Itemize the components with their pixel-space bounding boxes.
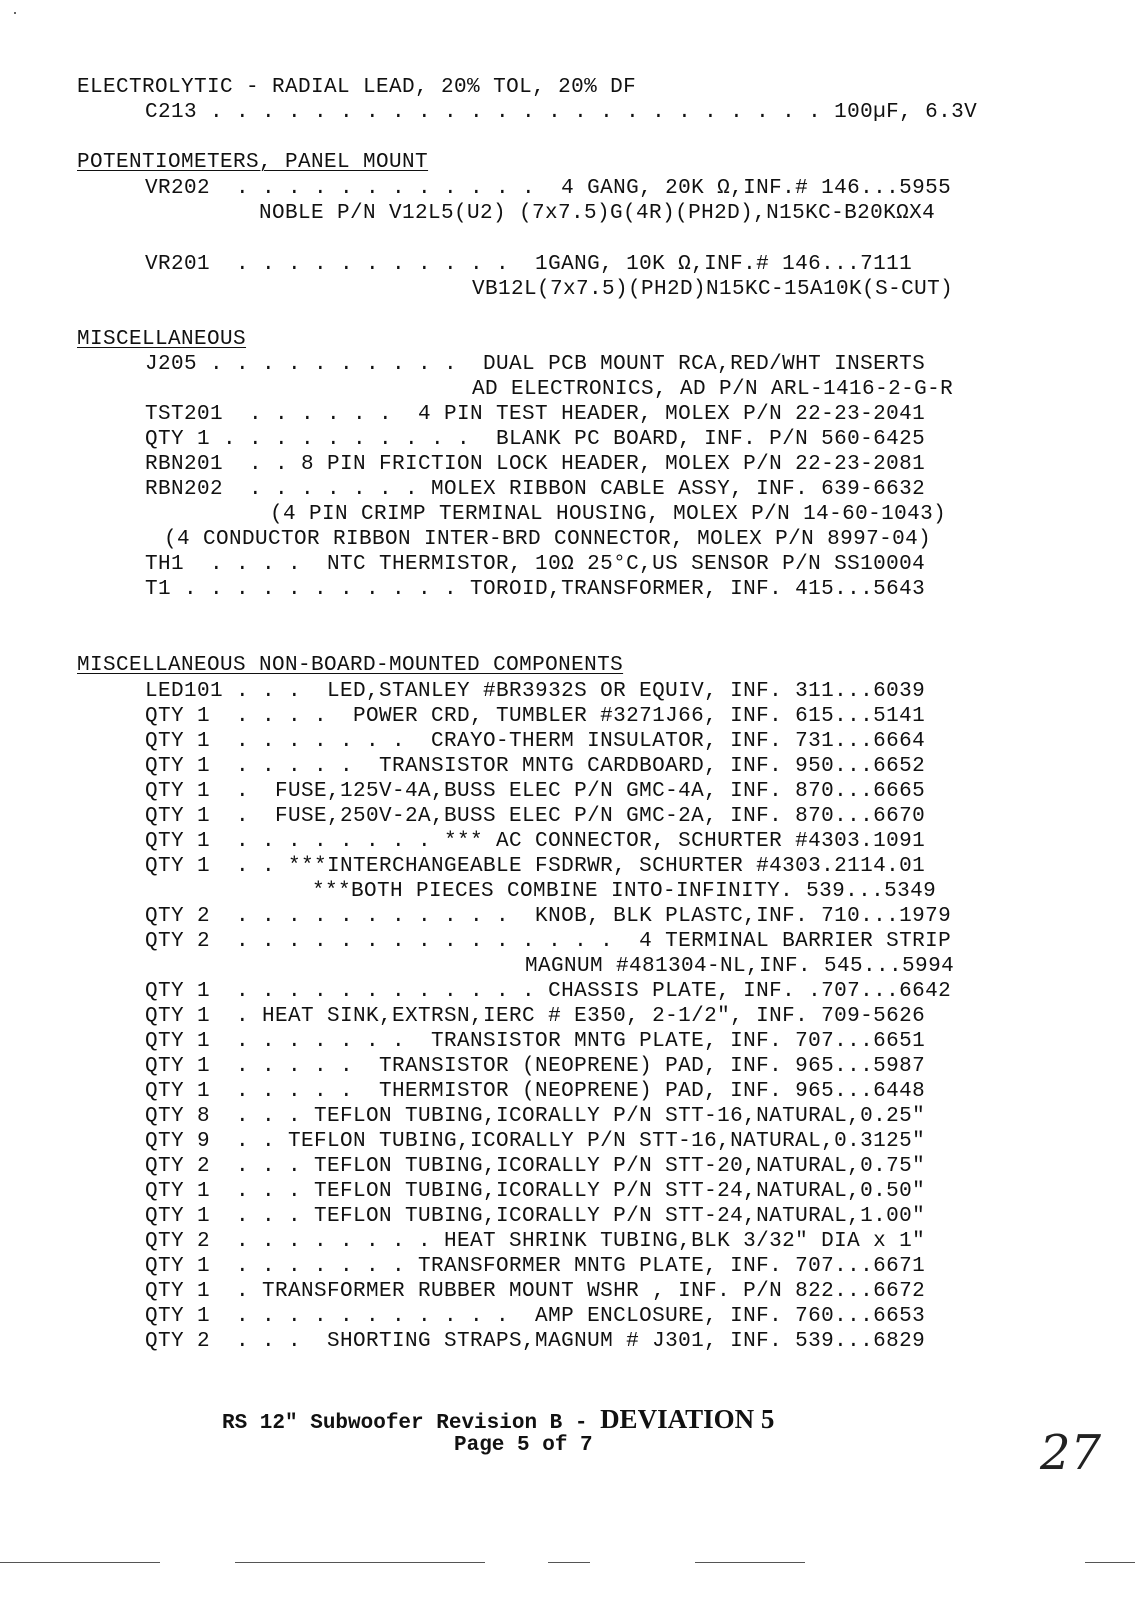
- parts-list-line: QTY 1 . . . . . . . . . . BLANK PC BOARD, INF. P/N 560-6425: [145, 428, 926, 451]
- scan-edge-line: [695, 1562, 805, 1563]
- deviation-label: DEVIATION 5: [600, 1404, 775, 1434]
- section-heading: POTENTIOMETERS, PANEL MOUNT: [77, 151, 429, 174]
- parts-list-line: QTY 1 . . . . . . . . . . . AMP ENCLOSURE, INF. 760...6653: [145, 1305, 926, 1328]
- parts-list-line: VR202 . . . . . . . . . . . . 4 GANG, 20K Ω,INF.# 146...5955: [145, 177, 952, 200]
- parts-list-line: (4 PIN CRIMP TERMINAL HOUSING, MOLEX P/N 14-60-1043): [270, 503, 947, 526]
- section-heading: MISCELLANEOUS: [77, 328, 247, 351]
- parts-list-line: NOBLE P/N V12L5(U2) (7x7.5)G(4R)(PH2D),N15KC-B20KΩX4: [259, 202, 936, 225]
- parts-list-line: QTY 1 . FUSE,125V-4A,BUSS ELEC P/N GMC-4A, INF. 870...6665: [145, 780, 926, 803]
- parts-list-line: QTY 1 . . ***INTERCHANGEABLE FSDRWR, SCHURTER #4303.2114.01: [145, 855, 926, 878]
- scan-edge-line: [0, 1562, 160, 1563]
- scan-edge-line: [1085, 1562, 1135, 1563]
- parts-list-line: QTY 1 . HEAT SINK,EXTRSN,IERC # E350, 2-1/2", INF. 709-5626: [145, 1005, 926, 1028]
- parts-list-line: MAGNUM #481304-NL,INF. 545...5994: [525, 955, 955, 978]
- parts-list-line: QTY 1 . . . . . TRANSISTOR MNTG CARDBOARD, INF. 950...6652: [145, 755, 926, 778]
- parts-list-line: (4 CONDUCTOR RIBBON INTER-BRD CONNECTOR, MOLEX P/N 8997-04): [164, 528, 932, 551]
- parts-list-line: QTY 2 . . . . . . . . . . . . . . . 4 TERMINAL BARRIER STRIP: [145, 930, 952, 953]
- parts-list-line: QTY 1 . TRANSFORMER RUBBER MOUNT WSHR , INF. P/N 822...6672: [145, 1280, 926, 1303]
- parts-list-line: QTY 1 . . . TEFLON TUBING,ICORALLY P/N STT-24,NATURAL,0.50": [145, 1180, 926, 1203]
- parts-list-line: J205 . . . . . . . . . . DUAL PCB MOUNT RCA,RED/WHT INSERTS: [145, 353, 926, 376]
- parts-list-line: C213 . . . . . . . . . . . . . . . . . . . . . . . . 100µF, 6.3V: [145, 101, 978, 124]
- footer-title: RS 12" Subwoofer Revision B - DEVIATION 5: [222, 1404, 775, 1435]
- scan-edge-line: [548, 1562, 590, 1563]
- parts-list-line: QTY 1 . . . . . . . . . . . . CHASSIS PLATE, INF. .707...6642: [145, 980, 952, 1003]
- parts-list-line: QTY 1 . FUSE,250V-2A,BUSS ELEC P/N GMC-2A, INF. 870...6670: [145, 805, 926, 828]
- parts-list-line: ***BOTH PIECES COMBINE INTO-INFINITY. 539...5349: [312, 880, 937, 903]
- page-number: Page 5 of 7: [454, 1434, 593, 1457]
- scan-edge-line: [235, 1562, 485, 1563]
- parts-list-line: RBN202 . . . . . . . MOLEX RIBBON CABLE ASSY, INF. 639-6632: [145, 478, 926, 501]
- parts-list-line: VR201 . . . . . . . . . . . 1GANG, 10K Ω,INF.# 146...7111: [145, 253, 913, 276]
- scan-speck: [14, 12, 16, 14]
- parts-list-line: VB12L(7x7.5)(PH2D)N15KC-15A10K(S-CUT): [472, 278, 954, 301]
- parts-list-line: TST201 . . . . . . 4 PIN TEST HEADER, MOLEX P/N 22-23-2041: [145, 403, 926, 426]
- handwritten-page-number: 27: [1040, 1425, 1102, 1481]
- parts-list-line: QTY 8 . . . TEFLON TUBING,ICORALLY P/N STT-16,NATURAL,0.25": [145, 1105, 926, 1128]
- parts-list-line: T1 . . . . . . . . . . . TOROID,TRANSFORMER, INF. 415...5643: [145, 578, 926, 601]
- parts-list-line: QTY 2 . . . . . . . . . . . KNOB, BLK PLASTC,INF. 710...1979: [145, 905, 952, 928]
- parts-list-line: QTY 2 . . . . . . . . HEAT SHRINK TUBING,BLK 3/32" DIA x 1": [145, 1230, 926, 1253]
- section-heading: MISCELLANEOUS NON-BOARD-MOUNTED COMPONENTS: [77, 654, 624, 677]
- parts-list-line: LED101 . . . LED,STANLEY #BR3932S OR EQUIV, INF. 311...6039: [145, 680, 926, 703]
- parts-list-line: QTY 1 . . . . . TRANSISTOR (NEOPRENE) PAD, INF. 965...5987: [145, 1055, 926, 1078]
- parts-list-line: QTY 1 . . . . . . . TRANSISTOR MNTG PLATE, INF. 707...6651: [145, 1030, 926, 1053]
- parts-list-line: TH1 . . . . NTC THERMISTOR, 10Ω 25°C,US SENSOR P/N SS10004: [145, 553, 926, 576]
- parts-list-line: AD ELECTRONICS, AD P/N ARL-1416-2-G-R: [472, 378, 954, 401]
- parts-list-line: QTY 1 . . . . . . . . *** AC CONNECTOR, SCHURTER #4303.1091: [145, 830, 926, 853]
- parts-list-line: QTY 2 . . . SHORTING STRAPS,MAGNUM # J301, INF. 539...6829: [145, 1330, 926, 1353]
- parts-list-line: QTY 2 . . . TEFLON TUBING,ICORALLY P/N STT-20,NATURAL,0.75": [145, 1155, 926, 1178]
- parts-list-line: QTY 1 . . . . POWER CRD, TUMBLER #3271J66, INF. 615...5141: [145, 705, 926, 728]
- parts-list-line: RBN201 . . 8 PIN FRICTION LOCK HEADER, MOLEX P/N 22-23-2081: [145, 453, 926, 476]
- parts-list-line: QTY 1 . . . . . THERMISTOR (NEOPRENE) PAD, INF. 965...6448: [145, 1080, 926, 1103]
- parts-list-line: QTY 9 . . TEFLON TUBING,ICORALLY P/N STT-16,NATURAL,0.3125": [145, 1130, 926, 1153]
- parts-list-line: QTY 1 . . . . . . . CRAYO-THERM INSULATOR, INF. 731...6664: [145, 730, 926, 753]
- parts-list-line: QTY 1 . . . . . . . TRANSFORMER MNTG PLATE, INF. 707...6671: [145, 1255, 926, 1278]
- section-heading: ELECTROLYTIC - RADIAL LEAD, 20% TOL, 20% DF: [77, 76, 637, 99]
- parts-list-line: QTY 1 . . . TEFLON TUBING,ICORALLY P/N STT-24,NATURAL,1.00": [145, 1205, 926, 1228]
